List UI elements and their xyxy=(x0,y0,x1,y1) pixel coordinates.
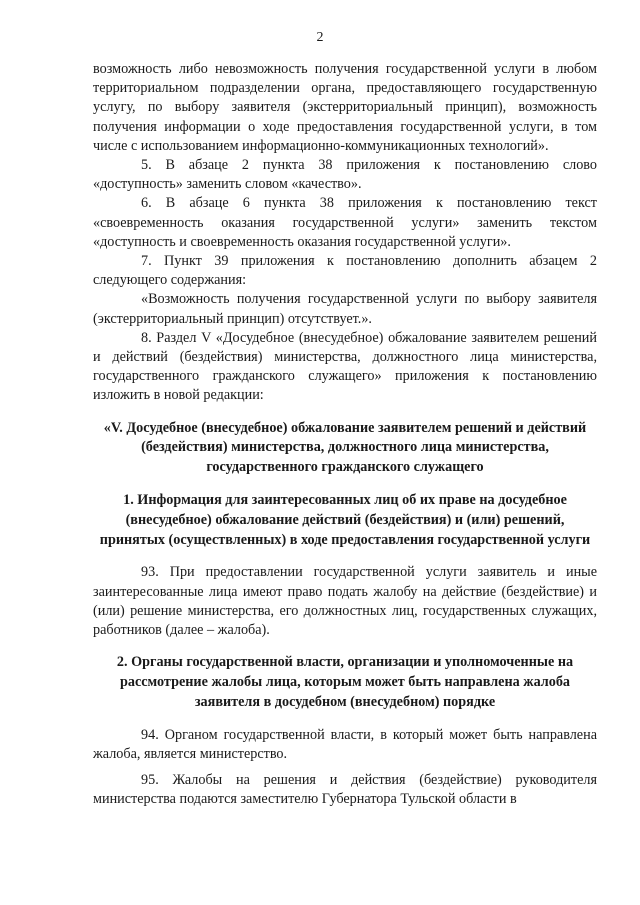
paragraph-93: 93. При предоставлении государственной услуги заявитель и иные заинтересованные лица имеют право подать жалобу на действие (бездействие) и (или) решение министерства, его должностных лиц, государственных служащих, работников (далее – жалоба). xyxy=(93,564,597,639)
paragraph-94: 94. Органом государственной власти, в который может быть направлена жалоба, является министерство. xyxy=(93,726,597,762)
heading-1: 1. Информация для заинтересованных лиц об их праве на досудебное (внесудебное) обжалование действий (бездействия) и (или) решений, принятых (осуществленных) в ходе предоставления государственной услуги xyxy=(99,492,591,548)
paragraph-95: 95. Жалобы на решения и действия (бездействие) руководителя министерства подаются заместителю Губернатора Тульской области в xyxy=(93,772,597,808)
page-number: 2 xyxy=(316,30,324,45)
paragraph-item-7: 7. Пункт 39 приложения к постановлению дополнить абзацем 2 следующего содержания: xyxy=(93,253,597,289)
paragraph-item-6: 6. В абзаце 6 пункта 38 приложения к постановлению текст «своевременность оказания государственной услуги» заменить текстом «доступность и своевременность оказания государственной услуги». xyxy=(93,195,597,250)
heading-2: 2. Органы государственной власти, организации и уполномоченные на рассмотрение жалобы лица, которым может быть направлена жалоба заявителя в досудебном (внесудебном) порядке xyxy=(116,654,574,710)
section-title: «V. Досудебное (внесудебное) обжалование заявителем решений и действий (бездействия) министерства, должностного лица министерства, государственного гражданского служащего xyxy=(103,419,587,476)
paragraph-item-5: 5. В абзаце 2 пункта 38 приложения к постановлению слово «доступность» заменить словом «качество». xyxy=(93,157,597,193)
paragraph-continuation: возможность либо невозможность получения государственной услуги в любом территориальном подразделении органа, предоставляющего государственную услугу, по выбору заявителя (экстерриториальный принцип), возможность получения информации о ходе предоставления государственной услуги, в том числе с использованием информационно-коммуникационных технологий». xyxy=(93,61,597,154)
paragraph-item-8: 8. Раздел V «Досудебное (внесудебное) обжалование заявителем решений и действий (бездействия) министерства, должностного лица министерства, государственного гражданского служащего» приложения к постановлению изложить в новой редакции: xyxy=(93,329,597,404)
paragraph-quote: «Возможность получения государственной услуги по выбору заявителя (экстерриториальный принцип) отсутствует.». xyxy=(93,291,597,327)
document-body xyxy=(93,60,597,809)
